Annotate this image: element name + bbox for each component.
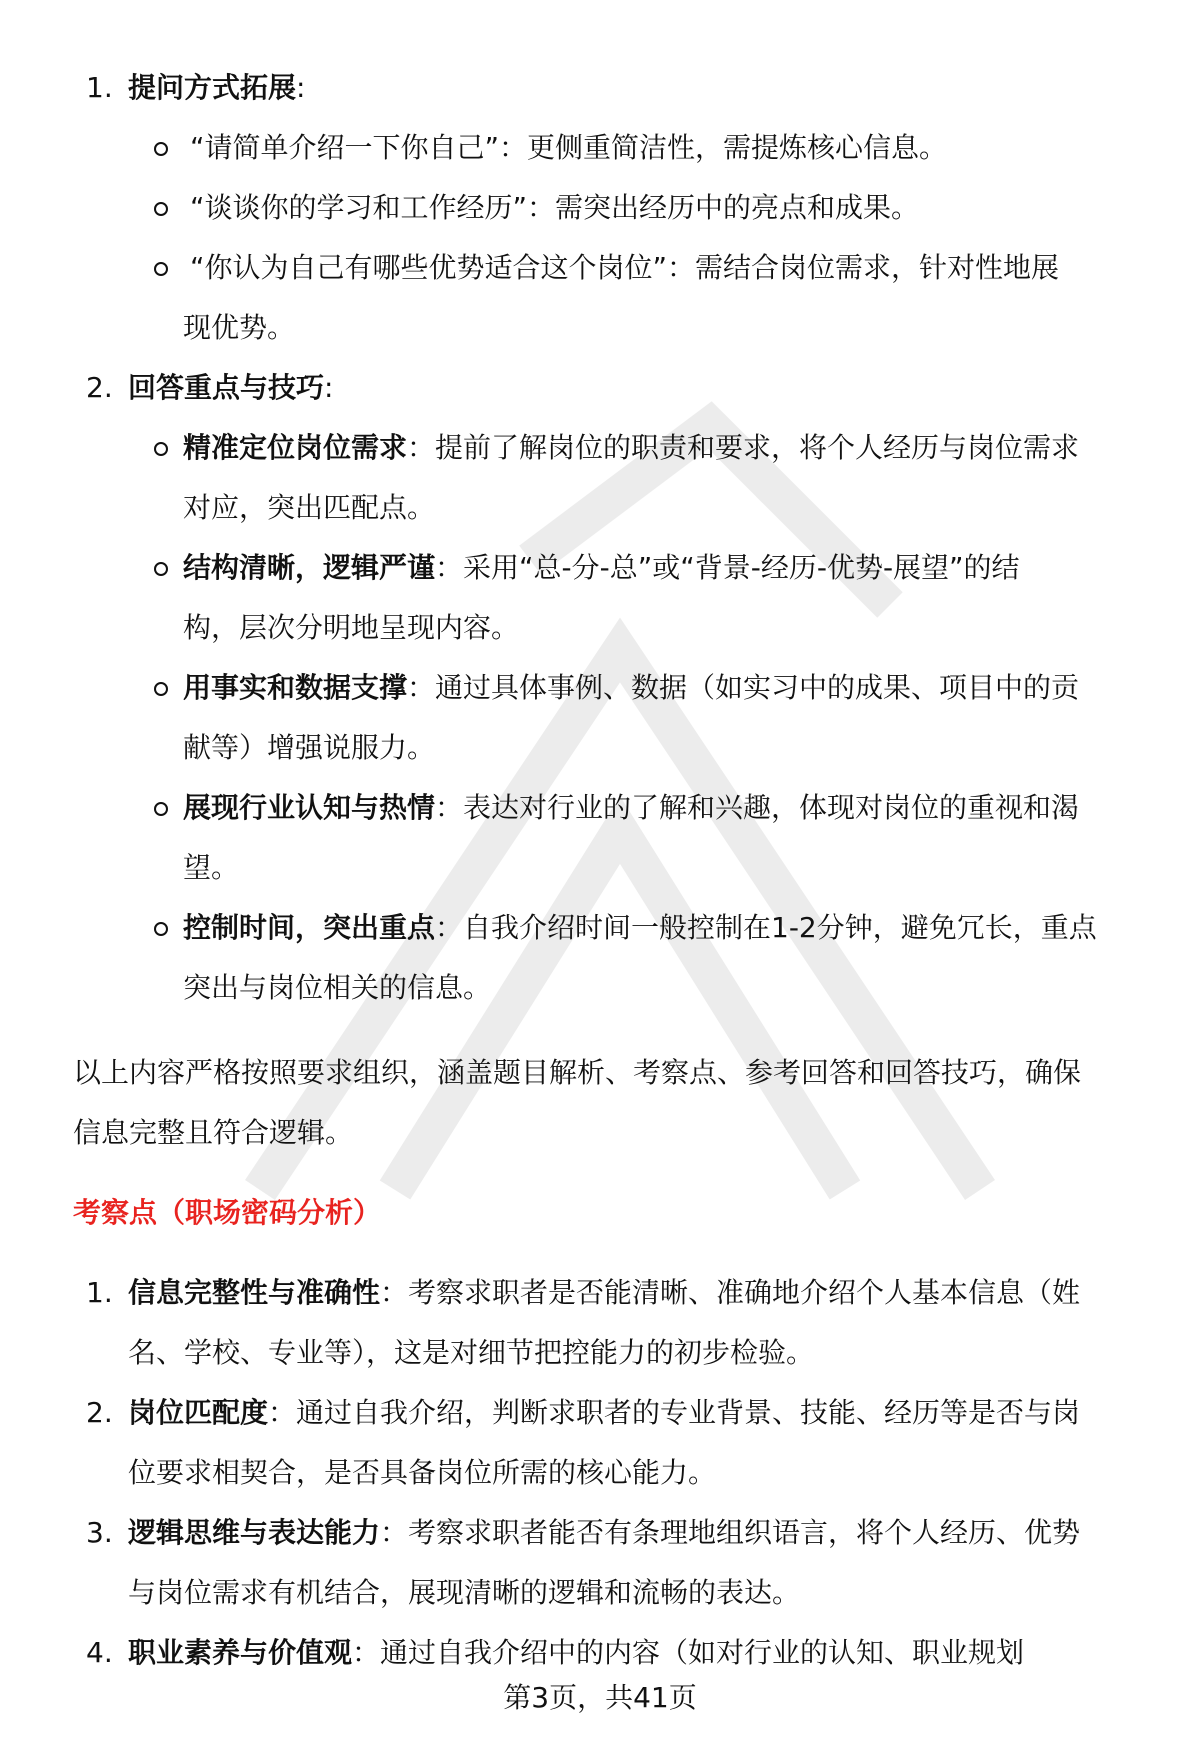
list-subitem-cont: 献等）增强说服力。	[183, 731, 436, 764]
list-subitem: “谈谈你的学习和工作经历”：需突出经历中的亮点和成果。	[190, 191, 920, 224]
bullet-icon	[154, 682, 168, 696]
page-footer: 第3页，共41页	[503, 1681, 697, 1714]
list-subitem: 展现行业认知与热情：表达对行业的了解和兴趣，体现对岗位的重视和渴	[183, 791, 1080, 824]
list-item-cont: 位要求相契合，是否具备岗位所需的核心能力。	[128, 1456, 717, 1489]
list-item: 逻辑思维与表达能力：考察求职者能否有条理地组织语言，将个人经历、优势	[128, 1516, 1081, 1549]
list-subitem: 结构清晰，逻辑严谨：采用“总-分-总”或“背景-经历-优势-展望”的结	[183, 551, 1020, 584]
list-number: 2.	[86, 1396, 113, 1429]
list-subitem-cont: 对应，突出匹配点。	[183, 491, 436, 524]
list-item-cont: 名、学校、专业等），这是对细节把控能力的初步检验。	[128, 1336, 815, 1369]
bullet-icon	[154, 442, 168, 456]
list-item-cont: 与岗位需求有机结合，展现清晰的逻辑和流畅的表达。	[128, 1576, 801, 1609]
bullet-icon	[154, 922, 168, 936]
list-subitem: 控制时间，突出重点：自我介绍时间一般控制在1-2分钟，避免冗长，重点	[183, 911, 1097, 944]
list-subitem-cont: 突出与岗位相关的信息。	[183, 971, 492, 1004]
list-subitem: “请简单介绍一下你自己”：更侧重简洁性，需提炼核心信息。	[190, 131, 948, 164]
bullet-icon	[154, 202, 168, 216]
list-number: 1.	[86, 1276, 113, 1309]
list-number: 2.	[86, 371, 113, 404]
list-item: 岗位匹配度：通过自我介绍，判断求职者的专业背景、技能、经历等是否与岗	[128, 1396, 1081, 1429]
bullet-icon	[154, 802, 168, 816]
list-number: 4.	[86, 1636, 113, 1669]
list-subitem: “你认为自己有哪些优势适合这个岗位”：需结合岗位需求，针对性地展	[190, 251, 1060, 284]
list-subitem-cont: 望。	[183, 851, 240, 884]
list-subitem: 用事实和数据支撑：通过具体事例、数据（如实习中的成果、项目中的贡	[183, 671, 1080, 704]
list-number: 3.	[86, 1516, 113, 1549]
list-subitem-cont: 构，层次分明地呈现内容。	[183, 611, 520, 644]
summary-paragraph: 以上内容严格按照要求组织，涵盖题目解析、考察点、参考回答和回答技巧，确保	[73, 1056, 1082, 1089]
list-subitem-cont: 现优势。	[183, 311, 296, 344]
list-item-title: 回答重点与技巧:	[128, 371, 334, 404]
summary-paragraph-cont: 信息完整且符合逻辑。	[73, 1116, 354, 1149]
list-subitem: 精准定位岗位需求：提前了解岗位的职责和要求，将个人经历与岗位需求	[183, 431, 1080, 464]
bullet-icon	[154, 142, 168, 156]
list-item: 信息完整性与准确性：考察求职者是否能清晰、准确地介绍个人基本信息（姓	[128, 1276, 1081, 1309]
list-number: 1.	[86, 71, 113, 104]
section-heading: 考察点（职场密码分析）	[73, 1196, 382, 1229]
bullet-icon	[154, 562, 168, 576]
bullet-icon	[154, 262, 168, 276]
list-item-title: 提问方式拓展:	[128, 71, 306, 104]
list-item: 职业素养与价值观：通过自我介绍中的内容（如对行业的认知、职业规划	[128, 1636, 1025, 1669]
